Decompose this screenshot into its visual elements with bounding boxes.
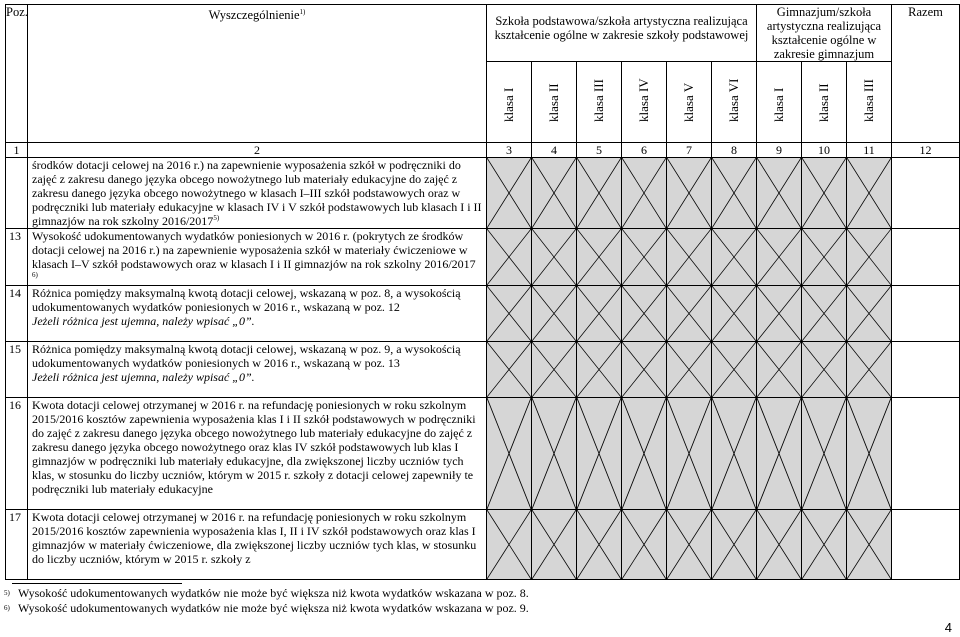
row-description: środków dotacji celowej na 2016 r.) na zapewnienie wyposażenia szkół w podręczniki do zajęć z zakresu danego języka obcego nowożytnego lub materiały edukacyjne do zajęć z zakresu danego języka obcego nowożytnego w klasach I–III szkół podstawowych oraz w podręczniki lub materiały edukacyjne w klasach IV i V szkół podstawowych lub klasach I i II gimnazjów na rok szkolny 2016/2017$^{5)}$ <box>28 158 487 229</box>
crossed-cell <box>532 229 577 286</box>
crossed-cell <box>712 229 757 286</box>
crossed-cell <box>532 286 577 342</box>
crossed-cell <box>802 229 847 286</box>
crossed-cell <box>622 286 667 342</box>
crossed-cell <box>802 510 847 580</box>
crossed-cell <box>577 286 622 342</box>
row-number: 14 <box>6 286 28 342</box>
form-table <box>5 4 960 580</box>
crossed-cell <box>847 286 892 342</box>
crossed-cell <box>667 229 712 286</box>
value-cell-razem[interactable] <box>892 286 960 342</box>
header-wyszczegolnienie: Wyszczególnienie$^{1)}$ <box>28 5 487 143</box>
header-primary-class: klasa I <box>487 62 532 143</box>
value-cell-razem[interactable] <box>892 342 960 398</box>
crossed-cell <box>577 510 622 580</box>
row-note: Jeżeli różnica jest ujemna, należy wpisać „0”. <box>32 314 255 328</box>
crossed-cell <box>622 229 667 286</box>
header-gimnazjum-class: klasa III <box>847 62 892 143</box>
footnote: $^{5)}$ Wysokość udokumentowanych wydatków nie może być większa niż kwota wydatków wskazana w poz. 8. <box>4 586 529 600</box>
row-number <box>6 158 28 229</box>
header-gimnazjum-class: klasa II <box>802 62 847 143</box>
header-primary-class: klasa V <box>667 62 712 143</box>
column-number-row <box>6 143 960 158</box>
column-number: 5 <box>577 143 622 158</box>
crossed-cell <box>802 398 847 510</box>
table-row <box>6 342 960 398</box>
crossed-cell <box>757 510 802 580</box>
crossed-cell <box>622 158 667 229</box>
crossed-cell <box>622 510 667 580</box>
crossed-cell <box>712 158 757 229</box>
crossed-cell <box>667 158 712 229</box>
crossed-cell <box>532 342 577 398</box>
crossed-cell <box>487 158 532 229</box>
crossed-cell <box>532 398 577 510</box>
page-number: 4 <box>944 620 952 635</box>
crossed-cell <box>487 342 532 398</box>
table-row <box>6 229 960 286</box>
crossed-cell <box>622 398 667 510</box>
crossed-cell <box>757 158 802 229</box>
column-number: 10 <box>802 143 847 158</box>
crossed-cell <box>577 398 622 510</box>
crossed-cell <box>712 342 757 398</box>
value-cell-razem[interactable] <box>892 158 960 229</box>
crossed-cell <box>712 398 757 510</box>
column-number: 7 <box>667 143 712 158</box>
header-razem: Razem <box>892 5 960 143</box>
crossed-cell <box>712 286 757 342</box>
row-description: Różnica pomiędzy maksymalną kwotą dotacji celowej, wskazaną w poz. 8, a wysokością udokumentowanych wydatków poniesionych w 2016 r., wskazaną w poz. 12 Jeżeli różnica jest ujemna, należy wpisać „0”. <box>28 286 487 342</box>
crossed-cell <box>802 286 847 342</box>
row-number: 13 <box>6 229 28 286</box>
row-description: Kwota dotacji celowej otrzymanej w 2016 r. na refundację poniesionych w roku szkolnym 2015/2016 kosztów zapewnienia wyposażenia klas I i II szkół podstawowych w podręczniki do zajęć z zakresu danego języka obcego nowożytnego lub materiały edukacyjne do zajęć z zakresu danego języka obcego nowożytnego oraz klas IV szkół podstawowych lub klas I gimnazjów w podręczniki lub materiały edukacyjne, dla zwiększonej liczby uczniów tych klas, w stosunku do liczby uczniów, którym w 2015 r. szkoły z dotacji celowej zapewniły te podręczniki lub materiały edukacyjne <box>28 398 487 510</box>
crossed-cell <box>622 342 667 398</box>
header-primary-class: klasa VI <box>712 62 757 143</box>
column-number: 11 <box>847 143 892 158</box>
crossed-cell <box>532 510 577 580</box>
crossed-cell <box>487 286 532 342</box>
crossed-cell <box>577 158 622 229</box>
crossed-cell <box>667 286 712 342</box>
row-note: Jeżeli różnica jest ujemna, należy wpisać „0”. <box>32 370 255 384</box>
column-number: 6 <box>622 143 667 158</box>
column-number: 9 <box>757 143 802 158</box>
column-number: 12 <box>892 143 960 158</box>
crossed-cell <box>847 342 892 398</box>
header-primary-class: klasa II <box>532 62 577 143</box>
header-primary-class: klasa III <box>577 62 622 143</box>
crossed-cell <box>667 398 712 510</box>
crossed-cell <box>757 229 802 286</box>
row-description: Wysokość udokumentowanych wydatków poniesionych w 2016 r. (pokrytych ze środków dotacji celowej na 2016 r.) na zapewnienie wyposażenia szkół w materiały ćwiczeniowe w klasach I–V szkół podstawowych oraz w klasach I i II gimnazjów na rok szkolny 2016/2017 $^{6)}$ <box>28 229 487 286</box>
row-number: 17 <box>6 510 28 580</box>
crossed-cell <box>487 229 532 286</box>
table-row <box>6 158 960 229</box>
row-description: Kwota dotacji celowej otrzymanej w 2016 r. na refundację poniesionych w roku szkolnym 2015/2016 kosztów zapewnienia wyposażenia klas I, II i IV szkół podstawowych oraz klas I gimnazjów w materiały ćwiczeniowe, dla zwiększonej liczby uczniów tych klas, w stosunku do liczby uczniów, którym w 2015 r. szkoły z <box>28 510 487 580</box>
crossed-cell <box>667 342 712 398</box>
crossed-cell <box>802 342 847 398</box>
table-row <box>6 510 960 580</box>
table-row <box>6 398 960 510</box>
footnote-divider <box>12 583 182 584</box>
value-cell-razem[interactable] <box>892 229 960 286</box>
value-cell-razem[interactable] <box>892 398 960 510</box>
crossed-cell <box>577 229 622 286</box>
crossed-cell <box>577 342 622 398</box>
table-row <box>6 286 960 342</box>
column-number: 1 <box>6 143 28 158</box>
row-description: Różnica pomiędzy maksymalną kwotą dotacji celowej, wskazaną w poz. 9, a wysokością udokumentowanych wydatków poniesionych w 2016 r., wskazaną w poz. 13 Jeżeli różnica jest ujemna, należy wpisać „0”. <box>28 342 487 398</box>
crossed-cell <box>757 286 802 342</box>
header-poz: Poz. <box>6 5 28 143</box>
crossed-cell <box>757 342 802 398</box>
header-group-primary: Szkoła podstawowa/szkoła artystyczna realizująca kształcenie ogólne w zakresie szkoły podstawowej <box>487 5 757 62</box>
crossed-cell <box>487 398 532 510</box>
header-gimnazjum-class: klasa I <box>757 62 802 143</box>
row-number: 15 <box>6 342 28 398</box>
footnote: $^{6)}$ Wysokość udokumentowanych wydatków nie może być większa niż kwota wydatków wskazana w poz. 9. <box>4 601 529 615</box>
header-primary-class: klasa IV <box>622 62 667 143</box>
column-number: 4 <box>532 143 577 158</box>
crossed-cell <box>802 158 847 229</box>
crossed-cell <box>847 510 892 580</box>
crossed-cell <box>712 510 757 580</box>
row-number: 16 <box>6 398 28 510</box>
crossed-cell <box>847 398 892 510</box>
crossed-cell <box>667 510 712 580</box>
crossed-cell <box>847 229 892 286</box>
column-number: 3 <box>487 143 532 158</box>
column-number: 8 <box>712 143 757 158</box>
column-number: 2 <box>28 143 487 158</box>
header-group-gimnazjum: Gimnazjum/szkoła artystyczna realizująca kształcenie ogólne w zakresie gimnazjum <box>757 5 892 62</box>
value-cell-razem[interactable] <box>892 510 960 580</box>
crossed-cell <box>487 510 532 580</box>
crossed-cell <box>532 158 577 229</box>
crossed-cell <box>757 398 802 510</box>
crossed-cell <box>847 158 892 229</box>
